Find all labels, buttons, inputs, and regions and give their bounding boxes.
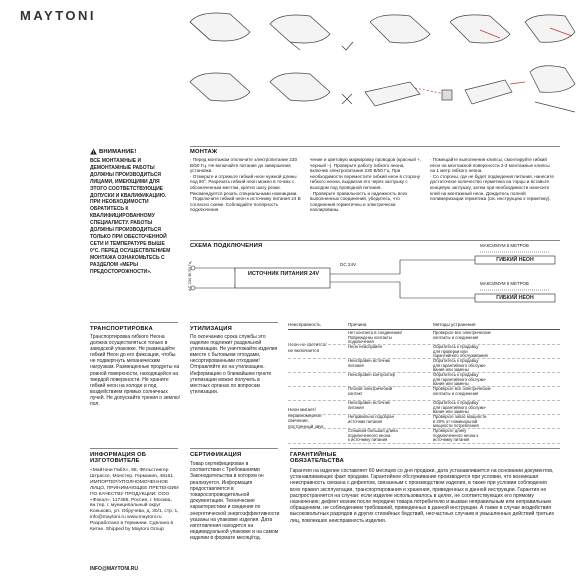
mounting-step-col2: чение и цветовую маркировку проводов (красный +, черный –). Проверьте работу гибкого неона, включив электропитание 230 В/50 Гц. При необходимости переместите гибкий неон в сторону гибкого неона, выдвигая его через заглушку с выходом под проводной питания. · Проверьте правильность и надежность всех выполненных соединений, убедитесь, что соединения герметичны и электрически изолированы. [310, 157, 422, 213]
psu-label: ИСТОЧНИК ПИТАНИЯ 24V [247, 271, 320, 277]
neon-profile-illustration-6 [190, 73, 250, 101]
neon-profile-illustration-2 [270, 15, 330, 50]
table-header: Причина [348, 322, 367, 327]
warranty-text: Гарантия на изделие составляет 60 месяцев со дня продажи, дата устанавливается на основании документов, устанавливающих факт продажи. Гарантийное обслуживание производится при условии, что возникшая неисправность связана с дефектом, связанным с производством изделия, в также при условии соблюдения всех правил эксплуатации, транспортирования и хранения, приведенных в данной инструкции. Гарантия не распространяется на случаи: если изделие использовалось в целях, не соответствующих его прямому назначению; дефект возник после передачи товара потребителю и вызван неправильным или неправильным обращением, не соблюдением требований, приведенных в данной инструкции. А также в случае воздействия высоковольтных разрядов и других стихийных бедствий, несчастных случаев и умышленных действий третьих лиц, повлекших неисправность изделия. [290, 468, 555, 524]
manufacturer-title: ИНФОРМАЦИЯ ОБ ИЗГОТОВИТЕЛЕ [90, 452, 147, 464]
utilization-text: По окончанию срока службы это изделие подлежит раздельной утилизации. Не уничтожайте изделия вместе с бытовыми отходами, несортированными отходами! Отправляйте их на утилизацию. Информацию о ближайшем пункте утилизации можно получить в местных органах по вопросам утилизации. [190, 334, 278, 395]
cause-cell: Неисправен источник питания [348, 358, 390, 368]
dc-label: DC 24V [340, 262, 357, 267]
divider [190, 240, 560, 241]
manufacturer-email: INFO@MAYTONI.RU [90, 566, 138, 572]
table-header-row [288, 322, 560, 330]
fix-cell: Проверьте все электрические контакты и соединения [433, 386, 491, 396]
cause-cell: Слишком большая длина подключенного неона к источнику питания [348, 428, 398, 443]
troubleshooting-table [288, 322, 560, 444]
table-row [288, 401, 560, 415]
fix-cell: Обратитесь к продавцу для проверки или гарантийного обслуживания [433, 344, 488, 359]
fix-cell: Обратитесь к продавцу для гарантийного обслужи- вания или замены [433, 372, 487, 387]
cause-cell: Неон неисправен [348, 344, 382, 349]
cross-icon [342, 94, 352, 104]
fault-cell: Неон не светится/ не включается [288, 342, 327, 353]
transport-text: Транспортировка гибкого Неона должна осуществляться только в заводской упаковке. Не размещайте гибкий Неон до его фиксации, чтобы не подвергнуть механическим нагрузкам. Размещенные продукты на ровной поверхности, находящейся на твердой поверхности. Не храните гибкий неон на холоде и под воздействием прямых солнечных лучей. Не допускайте трения о землю/пол. [90, 334, 180, 408]
mounting-step-col3: · Помещайте выполнения клипсы, смонтируйте гибкий неон на монтажной поверхности 2-3 монтажные клипсы на 1 метр гибкого неона. · Со стороны, где не будет подведения питания, нанесите достаточное количество герметика на торцы и вставьте концевую заглушку, затем при необходимости нанесите клей на монтажный неон. Дождитесь полной полимеризации герметика (см. инструкцию к герметику). [430, 157, 554, 202]
neon-profile-illustration-7 [270, 73, 330, 101]
divider [290, 448, 560, 449]
fix-cell: Проверьте запас мощности в 20% от номинальной мощности потребления [433, 414, 487, 429]
warning-block [90, 148, 172, 275]
neon-profile-illustration-10 [530, 66, 575, 112]
table-header: Методы устранения [433, 322, 476, 327]
checkmark-icon [342, 42, 353, 50]
table-row [288, 387, 560, 401]
table-row [288, 429, 560, 444]
warranty-title: ГАРАНТИЙНЫЕ ОБЯЗАТЕЛЬСТВА [290, 452, 344, 464]
certification-title: СЕРТИФИКАЦИЯ [190, 452, 242, 458]
table-row [288, 331, 560, 345]
warning-text: ВСЕ МОНТАЖНЫЕ И ДЕМОНТАЖНЫЕ РАБОТЫ ДОЛЖНЫ ПРОИЗВОДИТЬСЯ ЛИЦАМИ, ИМЕЮЩИМИ ДЛЯ ЭТОГО СООТВЕТСТВУЮЩИЕ ДОПУСКИ И КВАЛИФИКАЦИЮ. ПРИ НЕОБХОДИМОСТИ ОБРАТИТЕСЬ К КВАЛИФИЦИРОВАННОМУ СПЕЦИАЛИСТУ. РАБОТЫ ДОЛЖНЫ ПРОИЗВОДИТЬСЯ ТОЛЬКО ПРИ ОБЕСТОЧЕННОЙ СЕТИ И ТЕМПЕРАТУРЕ ВЫШЕ 0°С. ПЕРЕД ОСУЩЕСТВЛЕНИЕМ МОНТАЖА ОЗНАКОМЬТЕСЬ С РАЗДЕЛОМ «МЕРЫ ПРЕДОСТОРОЖНОСТИ». [90, 158, 171, 275]
neon-profile-illustration-5 [525, 15, 575, 42]
cause-cell: Неправильно подобран источник питания [348, 414, 394, 424]
warning-triangle-icon [90, 148, 97, 155]
table-row [288, 415, 560, 429]
installation-illustrations [180, 2, 580, 137]
table-row [288, 345, 560, 359]
fix-cell: Обратитесь к продавцу для гарантийного обслужи- вания или замены [433, 358, 487, 373]
table-row [288, 373, 560, 387]
fix-cell: Обратитесь к продавцу для гарантийного обслужи- вания или замены [433, 400, 487, 415]
divider [90, 322, 178, 323]
utilization-title: УТИЛИЗАЦИЯ [190, 326, 232, 332]
divider [90, 448, 178, 449]
ac-label: AC 230 В/ 50 Гц [187, 261, 192, 291]
cause-cell: Нет контакта в соединении/ Повреждены контакты подключения [348, 330, 402, 345]
neon-label-bottom: ГИБКИЙ НЕОН [496, 295, 534, 301]
cause-cell: Плохой электрический контакт [348, 386, 393, 396]
scheme-title: СХЕМА ПОДКЛЮЧЕНИЯ [190, 243, 263, 249]
neon-profile-illustration-3 [370, 15, 430, 43]
neon-profile-illustration-1 [190, 13, 250, 41]
cause-cell: Неисправен источник питания [348, 400, 390, 410]
warning-title: ВНИМАНИЕ! [99, 148, 137, 155]
mounting-step-col1: · Перед монтажом отключите электропитание 230 В/50 Гц. Не включайте питание до завершения установки. · Отмерьте и отрежьте гибкий неон нужной длины под 90°. Разрезать гибкий неон можно в точках с обозначенным местом, кратно шагу резки. Рекомендуется резать специальными ножницами. · Подключите гибкий неон к источнику питания 24 В согласно схеме. Соблюдайте полярность подключения. [190, 157, 301, 213]
fix-cell: Проверьте все электрические контакты и соединения [433, 330, 491, 340]
divider [190, 146, 560, 147]
fault-cell: Неон мигает/ неравномерное свечение, постоянный звук [288, 407, 324, 429]
mounting-title: МОНТАЖ [190, 149, 218, 155]
neon-profile-illustration-4 [450, 15, 510, 43]
manufacturer-text: «Майтони ГмбХ», 98, Фёльстингер Штрассе, Монстер, Германия, 48161 ИМПОРТЕР/УПОЛНОМОЧЕННОЕ ЛИЦО, ПРИНИМАЮЩЕЕ ПРЕТЕНЗИИ ПО КАЧЕСТВУ ПРОДУКЦИИ: ООО «Фокал», 117485, Россия, г. Москва, вн.тер. г. муниципальный округ Коньково, ул. Обручева, д. 30/1, стр. 1, info@maytoni.ru www.maytoni.ru Разработано в Германии. Сделано в Китае. Shipped by Maytoni Group [90, 468, 179, 533]
neon-label-top: ГИБКИЙ НЕОН [496, 257, 534, 263]
max-length-label-bottom: МАКСИМУМ 5 МЕТРОВ [480, 281, 529, 286]
fix-cell: Проверьте длину подключенного неона к источнику питания [433, 428, 479, 443]
cause-cell: Неисправен контроллер [348, 372, 396, 377]
certification-text: Товар сертифицирован в соответствии с Требованиями Законодательства в котором он реализуется. Информация предоставляется в товаросопроводительной документации. Технические характеристики и сведения по энергетической энергоэффективности указаны на упаковке изделия. Дата изготовления находится на индивидуальной упаковке и на самом изделии в формате месяц/год. [190, 461, 280, 542]
table-header: Неисправность [288, 322, 321, 327]
max-length-label-top: МАКСИМУМ 5 МЕТРОВ [480, 243, 529, 248]
divider [190, 448, 278, 449]
table-row [288, 359, 560, 373]
divider [190, 322, 278, 323]
neon-profile-illustration-9 [465, 80, 525, 104]
brand-logo: MAYTONI [20, 8, 97, 23]
transport-title: ТРАНСПОРТИРОВКА [90, 326, 153, 332]
neon-profile-illustration-8 [365, 82, 452, 106]
